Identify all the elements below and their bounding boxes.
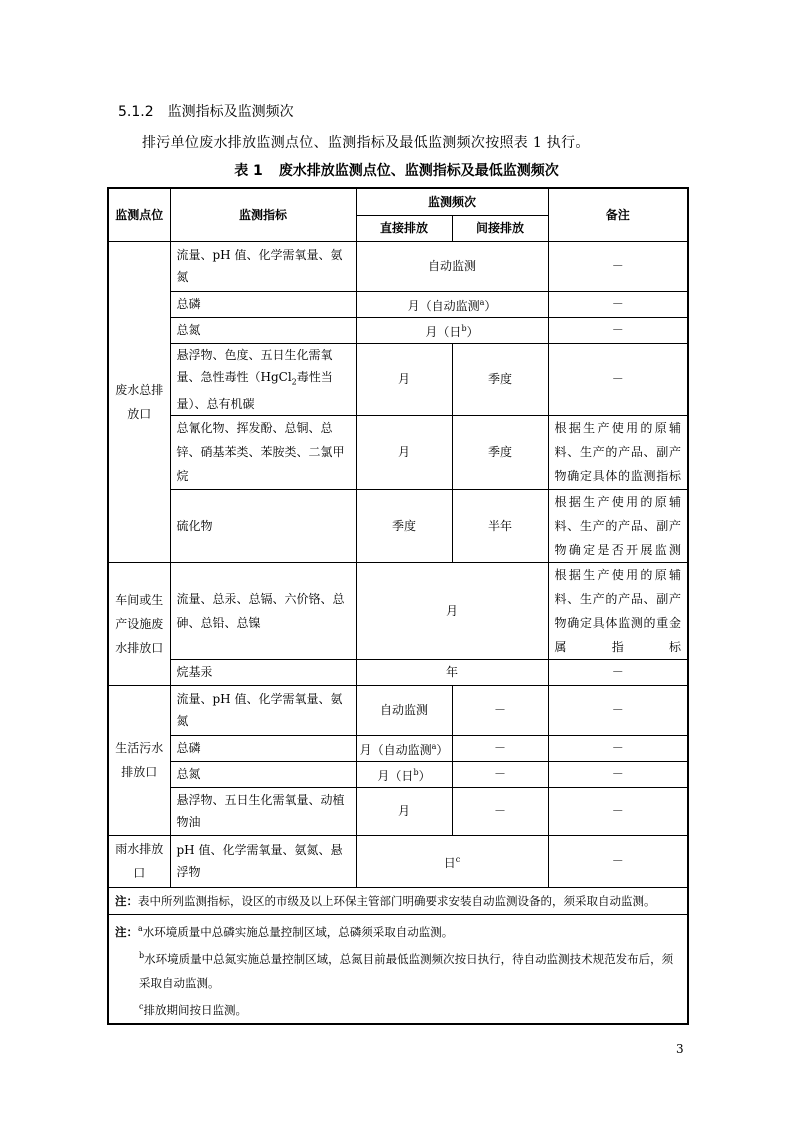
remark-cell: 根据生产使用的原辅料、生产的产品、副产物确定具体监测的重金属指标 xyxy=(548,562,688,659)
frequency-text: 月（日 xyxy=(425,324,462,339)
table-row xyxy=(108,659,688,685)
direct-text: 月（自动监测 xyxy=(359,742,432,757)
table-row xyxy=(108,835,688,887)
table-row xyxy=(108,291,688,317)
indirect-cell: － xyxy=(452,787,548,835)
direct-cell: 季度 xyxy=(356,489,452,562)
frequency-text: 月（自动监测 xyxy=(407,298,480,313)
header-direct: 直接排放 xyxy=(356,215,452,241)
footnote-marker: b xyxy=(413,767,419,777)
footnote-c-text: 排放期间按日监测。 xyxy=(143,1002,247,1017)
header-row xyxy=(108,188,688,215)
remark-cell: － xyxy=(548,835,688,887)
indicator-cell xyxy=(170,343,356,415)
footnote-b xyxy=(115,944,681,995)
table-caption-title: 废水排放监测点位、监测指标及最低监测频次 xyxy=(278,163,559,179)
footnote-row xyxy=(108,914,688,1024)
note-text: 表中所列监测指标，设区的市级及以上环保主管部门明确要求安装自动监测设备的，须采取自动监测。 xyxy=(138,893,656,908)
table-row xyxy=(108,685,688,735)
section-number: 5.1.2 xyxy=(118,104,154,120)
table-row xyxy=(108,415,688,489)
table-row xyxy=(108,343,688,415)
header-frequency: 监测频次 xyxy=(356,188,548,215)
remark-cell: 根据生产使用的原辅料、生产的产品、副产物确定具体的监测指标 xyxy=(548,415,688,489)
footnote-marker: a xyxy=(431,741,437,751)
direct-cell: 月 xyxy=(356,343,452,415)
direct-text-end: ） xyxy=(436,742,449,757)
frequency-cell: 自动监测 xyxy=(356,241,548,291)
indicator-cell: 烷基汞 xyxy=(170,659,356,685)
frequency-cell xyxy=(356,317,548,343)
frequency-cell xyxy=(356,291,548,317)
frequency-cell: 月 xyxy=(356,562,548,659)
direct-cell: 自动监测 xyxy=(356,685,452,735)
indicator-cell: 总磷 xyxy=(170,291,356,317)
frequency-text-end: ） xyxy=(466,324,479,339)
footnote-marker: a xyxy=(479,297,485,307)
note-label: 注： xyxy=(115,924,138,939)
remark-cell: － xyxy=(548,241,688,291)
indirect-cell: 季度 xyxy=(452,343,548,415)
footnote-c xyxy=(115,995,681,1022)
remark-cell: － xyxy=(548,659,688,685)
indirect-cell: － xyxy=(452,685,548,735)
footnote-marker: c xyxy=(139,1001,144,1011)
remark-cell: － xyxy=(548,685,688,735)
indicator-cell: 总磷 xyxy=(170,735,356,761)
table-row xyxy=(108,241,688,291)
point-cell: 雨水排放口 xyxy=(108,835,170,887)
table-caption-number: 表 1 xyxy=(234,163,263,179)
remark-cell: － xyxy=(548,761,688,787)
table-row xyxy=(108,761,688,787)
note-cell xyxy=(108,887,688,914)
indicator-cell: 悬浮物、五日生化需氧量、动植物油 xyxy=(170,787,356,835)
footnote-marker: b xyxy=(461,323,467,333)
frequency-cell: 年 xyxy=(356,659,548,685)
subscript: 2 xyxy=(291,376,297,386)
page-number: 3 xyxy=(676,1042,684,1056)
footnote-a-text: 水环境质量中总磷实施总量控制区域，总磷须采取自动监测。 xyxy=(142,924,454,939)
direct-cell: 月 xyxy=(356,787,452,835)
table-row xyxy=(108,489,688,562)
footnote-a xyxy=(115,917,681,944)
table-row xyxy=(108,735,688,761)
direct-cell: 月 xyxy=(356,415,452,489)
monitoring-table xyxy=(107,187,689,1025)
footnote-marker: c xyxy=(455,854,461,864)
direct-cell xyxy=(356,761,452,787)
indicator-cell: 硫化物 xyxy=(170,489,356,562)
indicator-cell: 总氰化物、挥发酚、总铜、总锌、硝基苯类、苯胺类、二氯甲烷 xyxy=(170,415,356,489)
direct-text: 月（日 xyxy=(377,768,414,783)
table-row xyxy=(108,317,688,343)
indicator-text: 悬浮物、色度、五日生化需氧量、急性毒性（HgCl xyxy=(176,347,333,384)
note-row xyxy=(108,887,688,914)
indirect-cell: 季度 xyxy=(452,415,548,489)
table-row xyxy=(108,787,688,835)
point-cell: 生活污水排放口 xyxy=(108,685,170,835)
indirect-cell: － xyxy=(452,761,548,787)
point-cell: 废水总排放口 xyxy=(108,241,170,562)
frequency-cell xyxy=(356,835,548,887)
table-row xyxy=(108,562,688,659)
intro-paragraph: 排污单位废水排放监测点位、监测指标及最低监测频次按照表 1 执行。 xyxy=(142,135,590,151)
footnote-marker: b xyxy=(139,950,145,960)
indicator-cell: 总氮 xyxy=(170,317,356,343)
header-remark: 备注 xyxy=(548,188,688,241)
indicator-cell: 总氮 xyxy=(170,761,356,787)
remark-cell: － xyxy=(548,291,688,317)
header-point: 监测点位 xyxy=(108,188,170,241)
indicator-cell: pH 值、化学需氧量、氨氮、悬浮物 xyxy=(170,835,356,887)
section-title: 监测指标及监测频次 xyxy=(167,104,294,120)
header-indicator: 监测指标 xyxy=(170,188,356,241)
indirect-cell: － xyxy=(452,735,548,761)
remark-cell: 根据生产使用的原辅料、生产的产品、副产物确定是否开展监测 xyxy=(548,489,688,562)
indicator-cell: 流量、pH 值、化学需氧量、氨氮 xyxy=(170,241,356,291)
footnote-marker: a xyxy=(138,923,143,933)
note-label: 注： xyxy=(115,893,138,908)
frequency-text: 日 xyxy=(443,855,456,870)
indicator-text-end: 毒性当量）、总有机碳 xyxy=(176,369,333,411)
direct-cell xyxy=(356,735,452,761)
header-indirect: 间接排放 xyxy=(452,215,548,241)
remark-cell: － xyxy=(548,343,688,415)
footnote-b-text: 水环境质量中总氮实施总量控制区域，总氮目前最低监测频次按日执行，待自动监测技术规范发布后，须采取自动监测。 xyxy=(139,951,674,990)
direct-text-end: ） xyxy=(418,768,431,783)
indirect-cell: 半年 xyxy=(452,489,548,562)
table-caption xyxy=(0,160,793,180)
section-heading xyxy=(118,101,294,121)
remark-cell: － xyxy=(548,787,688,835)
remark-cell: － xyxy=(548,735,688,761)
remark-cell: － xyxy=(548,317,688,343)
indicator-cell: 流量、pH 值、化学需氧量、氨氮 xyxy=(170,685,356,735)
indicator-cell: 流量、总汞、总镉、六价铬、总砷、总铅、总镍 xyxy=(170,562,356,659)
frequency-text-end: ） xyxy=(484,298,497,313)
footnote-cell xyxy=(108,914,688,1024)
point-cell: 车间或生产设施废水排放口 xyxy=(108,562,170,685)
